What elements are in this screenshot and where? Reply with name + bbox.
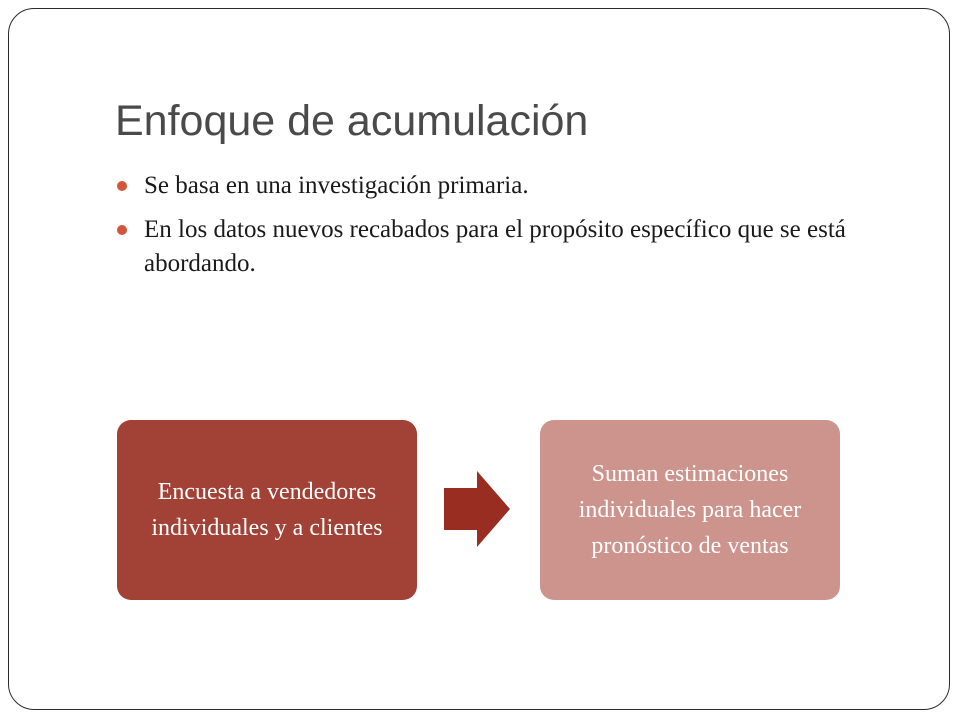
arrow-right-icon <box>444 471 510 547</box>
bullet-list <box>117 169 857 291</box>
bullet-dot-icon <box>117 181 127 191</box>
process-step-survey <box>117 420 417 600</box>
process-step-text: Suman estimaciones individuales para hacer pronóstico de ventas <box>578 461 802 559</box>
slide-title: Enfoque de acumulación <box>115 97 589 145</box>
slide-frame <box>8 8 950 710</box>
bullet-text: Se basa en una investigación primaria. <box>144 172 529 199</box>
process-step-text: Encuesta a vendedores individuales y a clientes <box>151 479 383 541</box>
bullet-item <box>117 169 857 203</box>
bullet-dot-icon <box>117 225 127 235</box>
bullet-item <box>117 213 857 281</box>
process-step-sum <box>540 420 840 600</box>
bullet-text: En los datos nuevos recabados para el propósito específico que se está abordando. <box>144 216 846 277</box>
